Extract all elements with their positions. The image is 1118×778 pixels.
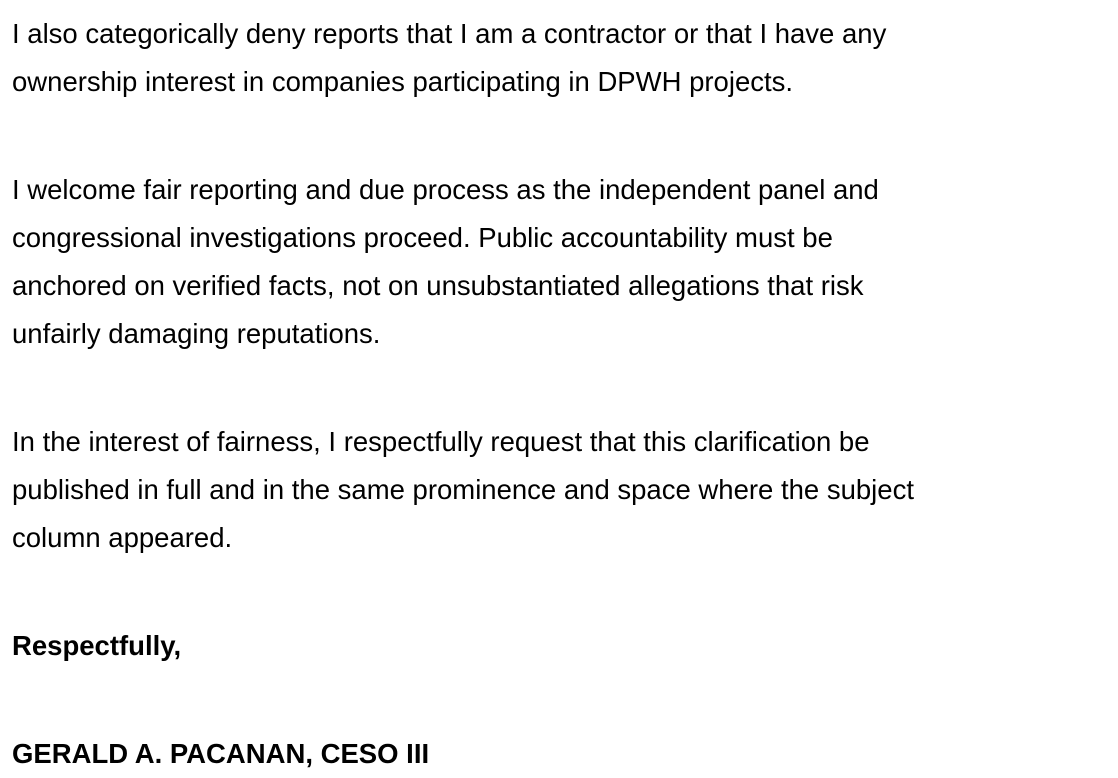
paragraph-publication-request: In the interest of fairness, I respectfully request that this clarification be published in full and in the same prominence and space where the subject column appeared.: [12, 426, 914, 553]
paragraph-denial: I also categorically deny reports that I am a contractor or that I have any ownership interest in companies participating in DPWH projects.: [12, 18, 887, 97]
closing-salutation: Respectfully,: [12, 630, 182, 661]
paragraph-due-process: I welcome fair reporting and due process as the independent panel and congressional investigations proceed. Public accountability must be anchored on verified facts, not on unsubstantiated allegations that risk unfairly damaging reputations.: [12, 174, 879, 349]
letter-body: [12, 10, 1102, 778]
signatory-name: GERALD A. PACANAN, CESO III: [12, 738, 430, 769]
